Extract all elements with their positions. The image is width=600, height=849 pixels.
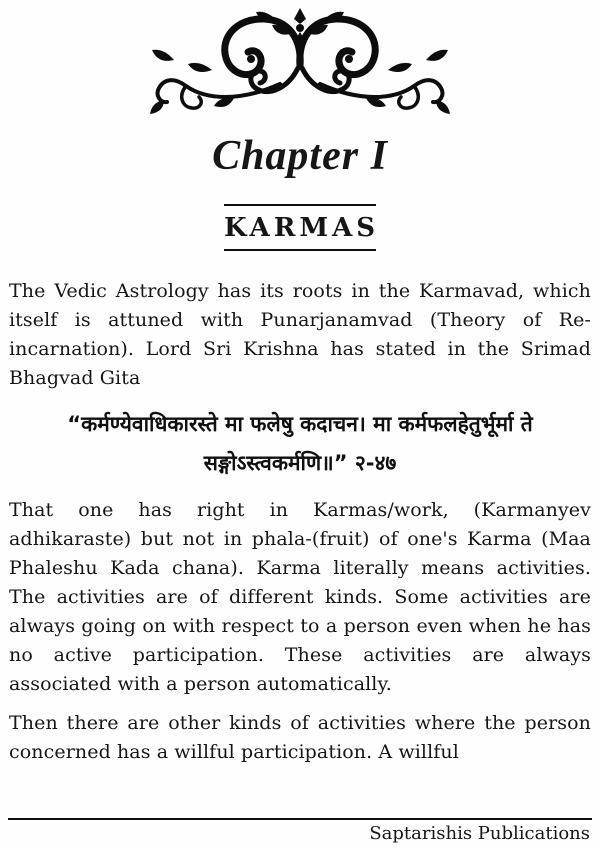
verse-line-2: सङ्गोऽस्त्वकर्मणि॥” २-४७ [203, 451, 397, 475]
page-footer [8, 818, 592, 846]
ornament-flourish-icon [150, 4, 450, 116]
verse-line-1: “कर्मण्येवाधिकारस्ते मा फलेषु कदाचन। मा कर्मफलहेतुर्भूर्मा ते [67, 412, 533, 436]
sanskrit-verse [6, 405, 594, 483]
publisher-name: Saptarishis Publications [369, 823, 590, 844]
section-title: KARMAS [224, 213, 380, 243]
paragraph-karma-explanation: That one has right in Karmas/work, (Karmanyev adhikaraste) but not in phala-(fruit) of one's Karma (Maa Phaleshu Kada chana). Karma literally means activities. The activities are of different kinds. Some activities are always going on with respect to a person even when he has no active participation. These activities are always associated with a person automatically. [9, 499, 591, 695]
chapter-title: Chapter I [212, 133, 388, 179]
paragraph-willful: Then there are other kinds of activities where the person concerned has a willful participation. A willful [9, 712, 591, 763]
section-heading [224, 204, 380, 251]
paragraph-intro: The Vedic Astrology has its roots in the Karmavad, which itself is attuned with Punarjanamvad (Theory of Re-incarnation). Lord Sri Krishna has stated in the Srimad Bhagvad Gita [9, 280, 591, 389]
